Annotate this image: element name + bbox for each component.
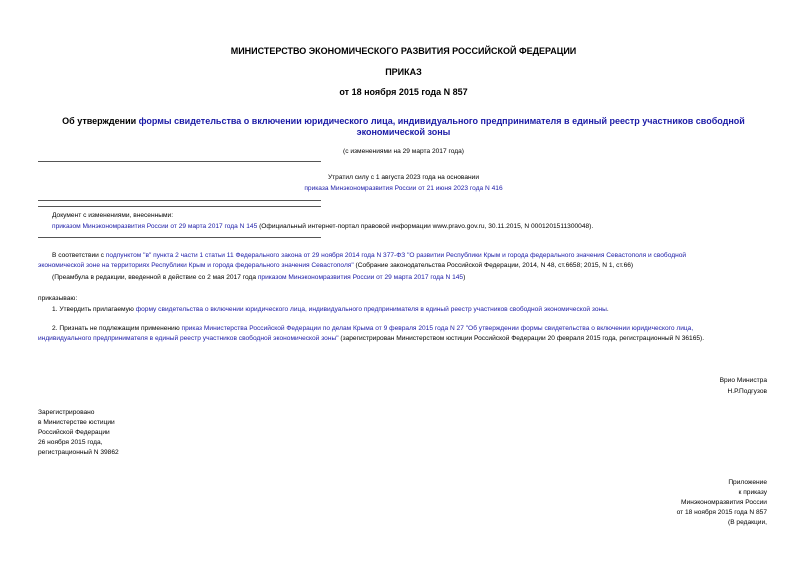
- appendix-line: к приказу: [738, 489, 767, 496]
- item1-start: 1. Утвердить прилагаемую: [52, 306, 136, 313]
- divider: [38, 161, 321, 162]
- registration-line: в Министерстве юстиции: [38, 419, 115, 426]
- registration-block: [38, 408, 238, 458]
- crimea-order-link-cont[interactable]: индивидуального предпринимателя в единый реестр участников свободной экономической зоны": [38, 335, 339, 342]
- doc-type-heading: ПРИКАЗ: [385, 67, 422, 77]
- amendments-tail: (Официальный интернет-портал правовой информации www.pravo.gov.ru, 30.11.2015, N 0001201511300048).: [257, 223, 594, 230]
- ministry-heading: МИНИСТЕРСТВО ЭКОНОМИЧЕСКОГО РАЗВИТИЯ РОССИЙСКОЙ ФЕДЕРАЦИИ: [230, 46, 577, 56]
- title-prefix: Об утверждении: [62, 116, 139, 126]
- preamble-note-link[interactable]: приказом Минэкономразвития России от 29 марта 2017 года N 145: [257, 274, 464, 281]
- law-link[interactable]: подпунктом "в" пункта 2 части 1 статьи 11 Федерального закона от 29 ноября 2014 года N 377-ФЗ "О развитии Республики Крым и города федерального значения Севастополя и свободной: [105, 252, 687, 259]
- appendix-block: [527, 478, 767, 528]
- amendments-label: Документ с изменениями, внесенными:: [52, 212, 174, 219]
- signature-name: Н.Р.Подгузов: [727, 388, 767, 395]
- lost-force-link[interactable]: приказа Минэкономразвития России от 21 июня 2023 года N 416: [304, 185, 503, 192]
- divider: [38, 237, 321, 238]
- document-title: [30, 116, 777, 138]
- order-item-1: [52, 305, 772, 315]
- order-word: приказываю:: [38, 295, 78, 302]
- registration-line: Зарегистрировано: [38, 409, 95, 416]
- registration-line: регистрационный N 39862: [38, 449, 119, 456]
- divider: [38, 206, 321, 207]
- lost-force-link-line: [30, 184, 777, 194]
- item1-end: .: [606, 306, 609, 313]
- changes-note: (с изменениями на 29 марта 2017 года): [343, 148, 464, 155]
- preamble-note: [52, 273, 772, 283]
- signature-role: Врио Министра: [719, 377, 767, 384]
- title-form-link-cont[interactable]: экономической зоны: [356, 127, 451, 137]
- crimea-order-link[interactable]: приказ Министерства Российской Федерации по делам Крыма от 9 февраля 2015 года N 27 "Об утверждении формы свидетельства о включении юридического лица,: [181, 325, 694, 332]
- preamble-note-end: ): [463, 274, 466, 281]
- law-link-cont[interactable]: экономической зоне на территориях Республики Крым и города федерального значения Севастополя": [38, 262, 354, 269]
- amendments-line: [52, 222, 782, 232]
- lost-force-text: Утратил силу с 1 августа 2023 года на основании: [327, 174, 480, 181]
- appendix-line: от 18 ноября 2015 года N 857: [676, 509, 767, 516]
- preamble-note-start: (Преамбула в редакции, введенной в действие со 2 мая 2017 года: [52, 274, 258, 281]
- divider: [38, 200, 321, 201]
- preamble-tail: (Собрание законодательства Российской Федерации, 2014, N 48, ст.6658; 2015, N 1, ст.66): [353, 262, 634, 269]
- item2-tail: (зарегистрирован Министерством юстиции Российской Федерации 20 февраля 2015 года, регистрационный N 36165).: [338, 335, 705, 342]
- item2-start: 2. Признать не подлежащим применению: [52, 325, 182, 332]
- appendix-line: (В редакции,: [728, 519, 767, 526]
- preamble-paragraph: [38, 251, 770, 271]
- registration-line: Российской Федерации: [38, 429, 110, 436]
- form-link[interactable]: форму свидетельства о включении юридического лица, индивидуального предпринимателя в единый реестр участников свободной экономической зоны: [135, 306, 607, 313]
- registration-line: 26 ноября 2015 года,: [38, 439, 103, 446]
- order-item-2: [38, 324, 770, 344]
- appendix-line: Приложение: [728, 479, 767, 486]
- title-form-link[interactable]: формы свидетельства о включении юридического лица, индивидуального предпринимателя в единый реестр участников свободной: [138, 116, 745, 126]
- preamble-start: В соответствии с: [52, 252, 106, 259]
- doc-date-number: от 18 ноября 2015 года N 857: [339, 87, 468, 97]
- appendix-line: Минэкономразвития России: [681, 499, 767, 506]
- amendments-link[interactable]: приказом Минэкономразвития России от 29 марта 2017 года N 145: [52, 223, 258, 230]
